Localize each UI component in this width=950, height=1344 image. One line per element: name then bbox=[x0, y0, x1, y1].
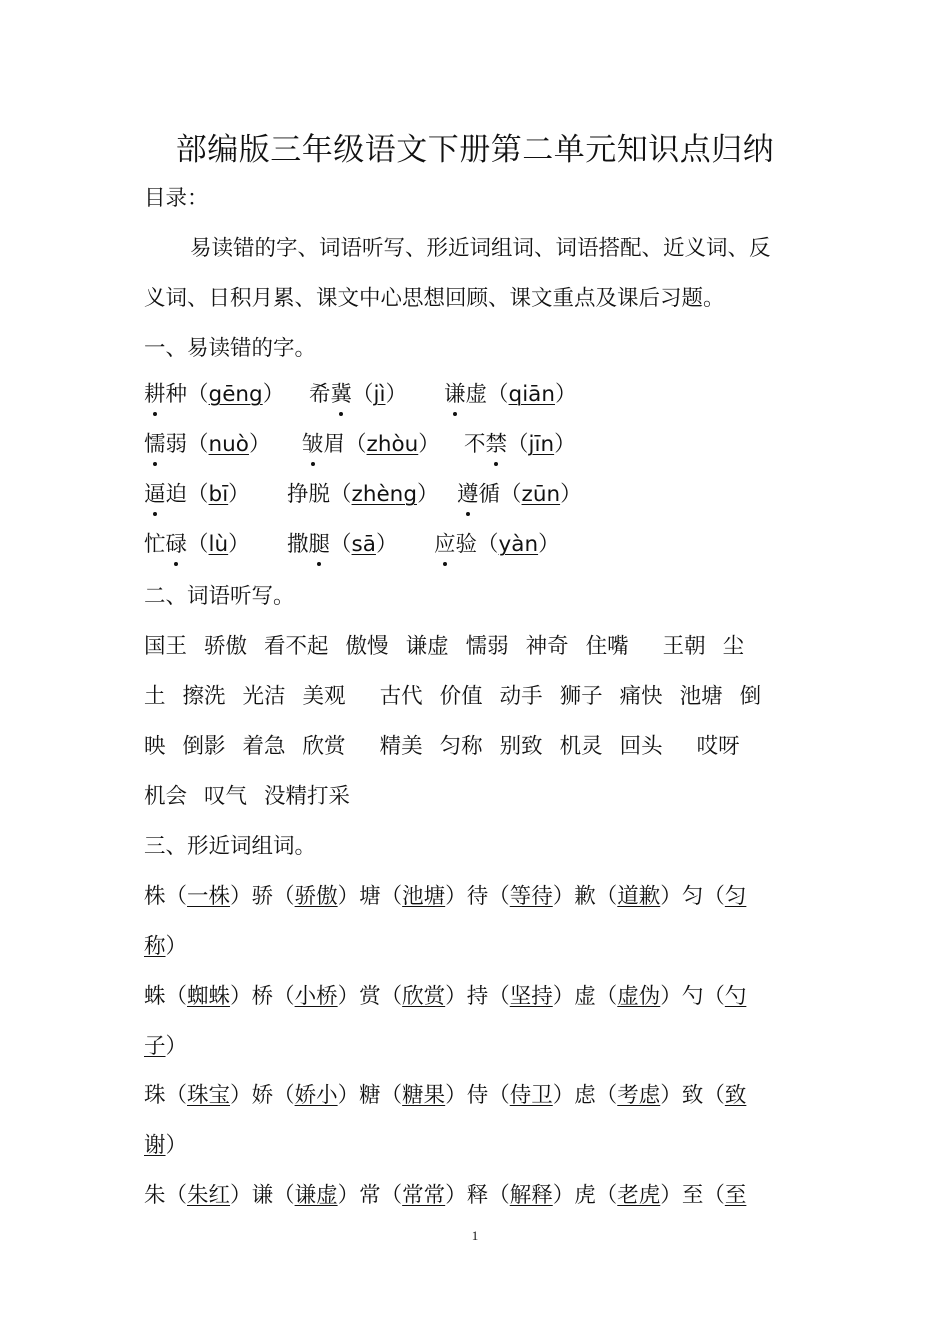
base-character: 至 bbox=[681, 1183, 704, 1208]
bracket-open: （ bbox=[703, 984, 725, 1009]
word-line bbox=[144, 732, 757, 762]
dictation-word: 价值 bbox=[439, 684, 483, 709]
group-word: 坚持 bbox=[509, 984, 553, 1009]
bracket-close: ） bbox=[165, 934, 188, 959]
character: 虚 bbox=[465, 382, 488, 407]
pinyin-item bbox=[457, 480, 582, 510]
bracket-open: （ bbox=[187, 532, 209, 557]
pinyin: jīn bbox=[528, 432, 555, 457]
bracket-open: （ bbox=[488, 1183, 510, 1208]
pinyin: zhòu bbox=[366, 432, 419, 457]
pinyin-item bbox=[144, 380, 284, 410]
group-line-continued bbox=[144, 932, 187, 962]
character: 皱 bbox=[302, 432, 324, 457]
dictation-word: 古代 bbox=[379, 684, 423, 709]
base-character: 谦 bbox=[251, 1183, 274, 1208]
bracket-open: （ bbox=[703, 1183, 725, 1208]
dictation-word: 精美 bbox=[379, 734, 423, 759]
bracket-open: （ bbox=[487, 382, 509, 407]
bracket-close: ） bbox=[248, 432, 271, 457]
toc-line-2: 义词、日积月累、课文中心思想回顾、课文重点及课后习题。 bbox=[144, 286, 725, 311]
pinyin-item bbox=[287, 530, 397, 560]
group-word: 称 bbox=[144, 934, 166, 959]
pinyin-item bbox=[464, 430, 576, 460]
pinyin-item bbox=[144, 530, 250, 560]
bracket-open: （ bbox=[273, 1083, 295, 1108]
pinyin: zhèng bbox=[351, 482, 417, 507]
base-character: 常 bbox=[359, 1183, 381, 1208]
group-word: 蜘蛛 bbox=[187, 984, 231, 1009]
base-character: 桥 bbox=[251, 984, 274, 1009]
bracket-open: （ bbox=[488, 1083, 510, 1108]
bracket-open: （ bbox=[595, 1183, 618, 1208]
dictation-word: 看不起 bbox=[264, 634, 329, 659]
word-line bbox=[144, 682, 778, 712]
bracket-open: （ bbox=[345, 432, 367, 457]
group-word: 勺 bbox=[724, 984, 747, 1009]
dictation-word: 匀称 bbox=[439, 734, 483, 759]
group-word: 老虎 bbox=[617, 1183, 661, 1208]
dictation-word: 着急 bbox=[242, 734, 286, 759]
bracket-close: ） bbox=[337, 1183, 360, 1208]
bracket-close: ） bbox=[375, 532, 398, 557]
character: 冀 bbox=[330, 382, 353, 407]
section-heading-3: 三、形近词组词。 bbox=[144, 834, 317, 859]
bracket-open: （ bbox=[330, 532, 352, 557]
group-word: 致 bbox=[724, 1083, 747, 1108]
character: 希 bbox=[309, 382, 331, 407]
bracket-close: ） bbox=[230, 1083, 252, 1108]
base-character: 虚 bbox=[574, 984, 596, 1009]
group-word: 考虑 bbox=[617, 1083, 661, 1108]
base-character: 持 bbox=[466, 984, 489, 1009]
dictation-word: 傲慢 bbox=[345, 634, 389, 659]
character: 应 bbox=[434, 532, 456, 557]
word-line bbox=[144, 632, 761, 662]
character: 逼 bbox=[144, 482, 166, 507]
bracket-close: ） bbox=[552, 984, 575, 1009]
bracket-open: （ bbox=[488, 984, 510, 1009]
group-line-continued bbox=[144, 1032, 187, 1062]
bracket-open: （ bbox=[380, 884, 403, 909]
dictation-word: 没精打采 bbox=[264, 784, 351, 809]
base-character: 塘 bbox=[359, 884, 381, 909]
bracket-close: ） bbox=[337, 1083, 360, 1108]
base-character: 骄 bbox=[251, 884, 274, 909]
base-character: 侍 bbox=[466, 1083, 489, 1108]
toc-line-1: 易读错的字、词语听写、形近词组词、词语搭配、近义词、反 bbox=[190, 236, 771, 261]
dictation-word: 哎呀 bbox=[696, 734, 740, 759]
bracket-close: ） bbox=[165, 1034, 188, 1059]
group-word: 小桥 bbox=[294, 984, 338, 1009]
base-character: 珠 bbox=[144, 1083, 166, 1108]
bracket-open: （ bbox=[187, 382, 209, 407]
bracket-open: （ bbox=[187, 482, 209, 507]
pinyin-item bbox=[302, 430, 440, 460]
pinyin-item bbox=[144, 430, 270, 460]
pinyin: zūn bbox=[521, 482, 561, 507]
character: 禁 bbox=[485, 432, 508, 457]
group-word: 道歉 bbox=[617, 884, 661, 909]
group-word: 匀 bbox=[724, 884, 747, 909]
bracket-close: ） bbox=[552, 884, 575, 909]
character: 撒 bbox=[287, 532, 309, 557]
bracket-close: ） bbox=[228, 482, 250, 507]
bracket-open: （ bbox=[507, 432, 529, 457]
dictation-word: 机会 bbox=[144, 784, 188, 809]
bracket-close: ） bbox=[445, 984, 467, 1009]
bracket-open: （ bbox=[165, 884, 188, 909]
dictation-word: 机灵 bbox=[559, 734, 603, 759]
base-character: 蛛 bbox=[144, 984, 166, 1009]
group-word: 解释 bbox=[509, 1183, 553, 1208]
character: 迫 bbox=[165, 482, 188, 507]
pinyin: sā bbox=[351, 532, 376, 557]
group-word: 骄傲 bbox=[294, 884, 338, 909]
base-character: 释 bbox=[466, 1183, 489, 1208]
pinyin: jì bbox=[373, 382, 386, 407]
base-character: 勺 bbox=[681, 984, 704, 1009]
dictation-word: 叹气 bbox=[204, 784, 248, 809]
dictation-word: 美观 bbox=[302, 684, 346, 709]
word-line bbox=[144, 782, 367, 812]
bracket-open: （ bbox=[187, 432, 209, 457]
base-character: 待 bbox=[466, 884, 489, 909]
dictation-word: 倒 bbox=[739, 684, 762, 709]
bracket-open: （ bbox=[380, 984, 403, 1009]
bracket-close: ） bbox=[416, 482, 439, 507]
group-line-continued bbox=[144, 1131, 187, 1161]
base-character: 歉 bbox=[574, 884, 596, 909]
character: 种 bbox=[165, 382, 188, 407]
pinyin: bī bbox=[208, 482, 229, 507]
page-title: 部编版三年级语文下册第二单元知识点归纳 bbox=[175, 132, 775, 168]
base-character: 致 bbox=[681, 1083, 704, 1108]
base-character: 虑 bbox=[574, 1083, 596, 1108]
dictation-word: 动手 bbox=[499, 684, 543, 709]
character: 遵 bbox=[457, 482, 479, 507]
group-word: 虚伪 bbox=[617, 984, 661, 1009]
group-word: 谢 bbox=[144, 1133, 166, 1158]
dictation-word: 土 bbox=[144, 684, 166, 709]
group-word: 珠宝 bbox=[187, 1083, 231, 1108]
character: 挣 bbox=[287, 482, 309, 507]
group-line bbox=[144, 882, 746, 912]
character: 不 bbox=[464, 432, 486, 457]
pinyin: nuò bbox=[208, 432, 249, 457]
bracket-close: ） bbox=[228, 532, 250, 557]
bracket-close: ） bbox=[385, 382, 408, 407]
bracket-open: （ bbox=[595, 1083, 618, 1108]
base-character: 赏 bbox=[359, 984, 381, 1009]
pinyin-item bbox=[309, 380, 407, 410]
base-character: 虎 bbox=[574, 1183, 596, 1208]
bracket-open: （ bbox=[330, 482, 352, 507]
character: 谦 bbox=[444, 382, 466, 407]
bracket-open: （ bbox=[352, 382, 374, 407]
bracket-open: （ bbox=[500, 482, 522, 507]
group-word: 等待 bbox=[509, 884, 553, 909]
dictation-word: 别致 bbox=[499, 734, 543, 759]
character: 腿 bbox=[308, 532, 331, 557]
dictation-word: 倒影 bbox=[182, 734, 226, 759]
pinyin-item bbox=[444, 380, 577, 410]
bracket-open: （ bbox=[273, 884, 295, 909]
dictation-word: 骄傲 bbox=[204, 634, 248, 659]
bracket-close: ） bbox=[230, 1183, 252, 1208]
group-word: 侍卫 bbox=[509, 1083, 553, 1108]
character: 眉 bbox=[323, 432, 346, 457]
section-heading-2: 二、词语听写。 bbox=[144, 584, 295, 609]
dictation-word: 王朝 bbox=[662, 634, 706, 659]
bracket-close: ） bbox=[660, 884, 682, 909]
group-word: 至 bbox=[724, 1183, 747, 1208]
bracket-close: ） bbox=[418, 432, 440, 457]
dictation-word: 光洁 bbox=[242, 684, 286, 709]
pinyin: gēng bbox=[208, 382, 263, 407]
bracket-close: ） bbox=[554, 432, 576, 457]
character: 忙 bbox=[144, 532, 166, 557]
group-line bbox=[144, 982, 746, 1012]
page-number: 1 bbox=[471, 1228, 479, 1243]
character: 弱 bbox=[165, 432, 188, 457]
pinyin-item bbox=[287, 480, 438, 510]
character: 碌 bbox=[165, 532, 188, 557]
bracket-close: ） bbox=[262, 382, 285, 407]
toc-label: 目录： bbox=[144, 186, 209, 211]
pinyin-item bbox=[434, 530, 560, 560]
dictation-word: 回头 bbox=[619, 734, 663, 759]
bracket-close: ） bbox=[660, 1083, 682, 1108]
bracket-close: ） bbox=[337, 884, 360, 909]
bracket-close: ） bbox=[554, 382, 577, 407]
group-word: 欣赏 bbox=[402, 984, 446, 1009]
bracket-open: （ bbox=[273, 1183, 295, 1208]
bracket-close: ） bbox=[230, 984, 252, 1009]
dictation-word: 痛快 bbox=[619, 684, 663, 709]
character: 脱 bbox=[308, 482, 331, 507]
group-word: 娇小 bbox=[294, 1083, 338, 1108]
section-heading-1: 一、易读错的字。 bbox=[144, 336, 317, 361]
group-word: 子 bbox=[144, 1034, 166, 1059]
bracket-close: ） bbox=[445, 1183, 467, 1208]
group-word: 池塘 bbox=[402, 884, 446, 909]
dictation-word: 懦弱 bbox=[465, 634, 509, 659]
bracket-open: （ bbox=[703, 1083, 725, 1108]
bracket-open: （ bbox=[380, 1083, 403, 1108]
bracket-open: （ bbox=[595, 984, 618, 1009]
dictation-word: 谦虚 bbox=[405, 634, 449, 659]
bracket-close: ） bbox=[660, 1183, 682, 1208]
dictation-word: 擦洗 bbox=[182, 684, 226, 709]
bracket-close: ） bbox=[560, 482, 582, 507]
base-character: 朱 bbox=[144, 1183, 166, 1208]
base-character: 糖 bbox=[359, 1083, 381, 1108]
group-word: 常常 bbox=[402, 1183, 446, 1208]
bracket-close: ） bbox=[660, 984, 682, 1009]
bracket-open: （ bbox=[165, 984, 188, 1009]
pinyin-item bbox=[144, 480, 250, 510]
pinyin: qiān bbox=[508, 382, 555, 407]
character: 循 bbox=[478, 482, 501, 507]
base-character: 娇 bbox=[251, 1083, 274, 1108]
bracket-open: （ bbox=[595, 884, 618, 909]
base-character: 株 bbox=[144, 884, 166, 909]
group-word: 谦虚 bbox=[294, 1183, 338, 1208]
bracket-close: ） bbox=[445, 1083, 467, 1108]
group-word: 一株 bbox=[187, 884, 231, 909]
group-word: 糖果 bbox=[402, 1083, 446, 1108]
character: 耕 bbox=[144, 382, 166, 407]
bracket-open: （ bbox=[477, 532, 499, 557]
bracket-open: （ bbox=[165, 1183, 188, 1208]
pinyin: lù bbox=[208, 532, 229, 557]
dictation-word: 狮子 bbox=[559, 684, 603, 709]
pinyin: yàn bbox=[498, 532, 539, 557]
character: 验 bbox=[455, 532, 478, 557]
dictation-word: 住嘴 bbox=[585, 634, 629, 659]
group-line bbox=[144, 1081, 746, 1111]
group-word: 朱红 bbox=[187, 1183, 231, 1208]
bracket-open: （ bbox=[703, 884, 725, 909]
dictation-word: 尘 bbox=[722, 634, 745, 659]
dictation-word: 欣赏 bbox=[302, 734, 346, 759]
dictation-word: 神奇 bbox=[525, 634, 569, 659]
bracket-close: ） bbox=[165, 1133, 188, 1158]
dictation-word: 映 bbox=[144, 734, 166, 759]
bracket-close: ） bbox=[337, 984, 360, 1009]
bracket-open: （ bbox=[488, 884, 510, 909]
bracket-close: ） bbox=[445, 884, 467, 909]
bracket-open: （ bbox=[380, 1183, 403, 1208]
bracket-open: （ bbox=[165, 1083, 188, 1108]
group-line bbox=[144, 1181, 746, 1211]
character: 懦 bbox=[144, 432, 166, 457]
dictation-word: 池塘 bbox=[679, 684, 723, 709]
dictation-word: 国王 bbox=[144, 634, 188, 659]
bracket-close: ） bbox=[552, 1083, 575, 1108]
bracket-open: （ bbox=[273, 984, 295, 1009]
bracket-close: ） bbox=[538, 532, 560, 557]
base-character: 匀 bbox=[681, 884, 704, 909]
bracket-close: ） bbox=[552, 1183, 575, 1208]
bracket-close: ） bbox=[230, 884, 252, 909]
